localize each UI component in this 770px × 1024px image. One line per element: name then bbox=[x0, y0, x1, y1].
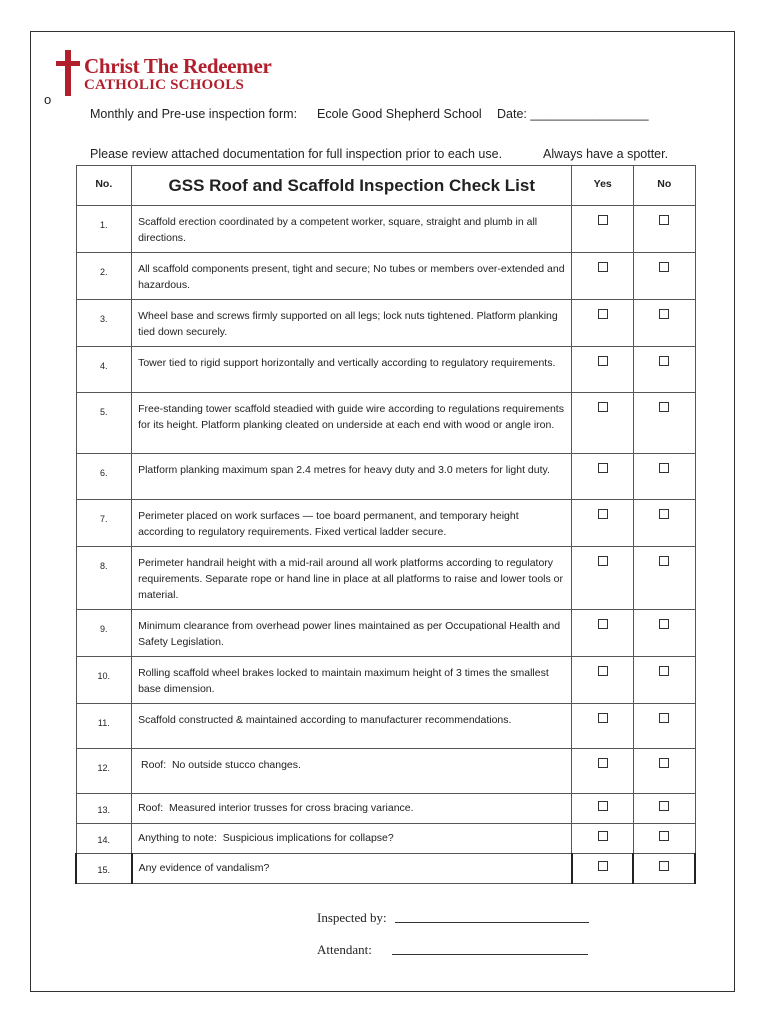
no-checkbox-cell bbox=[633, 824, 695, 854]
row-text: Minimum clearance from overhead power lines maintained as per Occupational Health and Safety Legislation. bbox=[132, 610, 572, 657]
checklist-row bbox=[76, 794, 695, 824]
yes-checkbox-cell bbox=[572, 794, 634, 824]
yes-checkbox[interactable] bbox=[598, 309, 608, 319]
row-text: Roof: Measured interior trusses for cross bracing variance. bbox=[132, 794, 572, 824]
checklist-row bbox=[76, 393, 695, 454]
row-text: Tower tied to rigid support horizontally and vertically according to regulatory requirements. bbox=[132, 347, 572, 393]
row-number: 4. bbox=[76, 347, 132, 393]
yes-checkbox-cell bbox=[572, 610, 634, 657]
no-checkbox-cell bbox=[633, 393, 695, 454]
inspected-by-label: Inspected by: bbox=[317, 910, 387, 925]
no-checkbox-cell bbox=[633, 704, 695, 749]
yes-header: Yes bbox=[572, 166, 634, 206]
row-text: Scaffold erection coordinated by a competent worker, square, straight and plumb in all directions. bbox=[132, 206, 572, 253]
no-checkbox[interactable] bbox=[659, 758, 669, 768]
no-checkbox[interactable] bbox=[659, 831, 669, 841]
no-checkbox-cell bbox=[633, 300, 695, 347]
inspected-by-line[interactable] bbox=[395, 922, 589, 923]
no-checkbox-cell bbox=[633, 610, 695, 657]
row-number: 14. bbox=[76, 824, 132, 854]
row-text: Roof: No outside stucco changes. bbox=[132, 749, 572, 794]
yes-checkbox[interactable] bbox=[598, 666, 608, 676]
bullet-mark: o bbox=[44, 92, 52, 107]
yes-checkbox-cell bbox=[572, 749, 634, 794]
yes-checkbox-cell bbox=[572, 347, 634, 393]
no-checkbox[interactable] bbox=[659, 262, 669, 272]
row-number: 5. bbox=[76, 393, 132, 454]
row-text: Rolling scaffold wheel brakes locked to maintain maximum height of 3 times the smallest base dimension. bbox=[132, 657, 572, 704]
row-text: Perimeter placed on work surfaces — toe board permanent, and temporary height according to regulatory requirements. Fixed vertical ladder secure. bbox=[132, 500, 572, 547]
no-checkbox-cell bbox=[633, 347, 695, 393]
yes-checkbox[interactable] bbox=[598, 713, 608, 723]
row-number: 11. bbox=[76, 704, 132, 749]
checklist-row bbox=[76, 347, 695, 393]
cross-icon bbox=[54, 50, 82, 96]
attendant-label: Attendant: bbox=[317, 942, 372, 957]
no-header: No. bbox=[76, 166, 132, 206]
no-checkbox[interactable] bbox=[659, 713, 669, 723]
row-number: 8. bbox=[76, 547, 132, 610]
yes-checkbox[interactable] bbox=[598, 556, 608, 566]
no-checkbox-cell bbox=[633, 454, 695, 500]
row-number: 6. bbox=[76, 454, 132, 500]
row-number: 15. bbox=[76, 854, 132, 884]
no-checkbox[interactable] bbox=[659, 309, 669, 319]
no-answer-header: No bbox=[633, 166, 695, 206]
row-number: 9. bbox=[76, 610, 132, 657]
row-text: Wheel base and screws firmly supported on all legs; lock nuts tightened. Platform planking tied down securely. bbox=[132, 300, 572, 347]
no-checkbox[interactable] bbox=[659, 861, 669, 871]
attendant-line[interactable] bbox=[392, 954, 588, 955]
no-checkbox-cell bbox=[633, 657, 695, 704]
yes-checkbox-cell bbox=[572, 854, 634, 884]
checklist-row bbox=[76, 206, 695, 253]
row-text: Platform planking maximum span 2.4 metres for heavy duty and 3.0 meters for light duty. bbox=[132, 454, 572, 500]
checklist-row bbox=[76, 704, 695, 749]
checklist-row bbox=[76, 610, 695, 657]
school-name: Ecole Good Shepherd School bbox=[317, 107, 482, 121]
review-notice: Please review attached documentation for full inspection prior to each use. bbox=[90, 147, 503, 161]
checklist-body bbox=[76, 206, 695, 884]
yes-checkbox-cell bbox=[572, 393, 634, 454]
yes-checkbox[interactable] bbox=[598, 215, 608, 225]
table-header-row bbox=[76, 166, 695, 206]
no-checkbox-cell bbox=[633, 749, 695, 794]
logo-subtitle: CATHOLIC SCHOOLS bbox=[84, 77, 245, 93]
yes-checkbox-cell bbox=[572, 824, 634, 854]
row-number: 2. bbox=[76, 253, 132, 300]
no-checkbox-cell bbox=[633, 854, 695, 884]
no-checkbox[interactable] bbox=[659, 356, 669, 366]
row-number: 1. bbox=[76, 206, 132, 253]
row-text: Perimeter handrail height with a mid-rail around all work platforms according to regulatory requirements. Separate rope or hand line in place at all platforms to raise and lower tools or material. bbox=[132, 547, 572, 610]
logo-title: Christ The Redeemer bbox=[84, 54, 272, 78]
yes-checkbox[interactable] bbox=[598, 801, 608, 811]
checklist-row bbox=[76, 657, 695, 704]
yes-checkbox-cell bbox=[572, 500, 634, 547]
no-checkbox[interactable] bbox=[659, 801, 669, 811]
checklist-row bbox=[76, 854, 695, 884]
no-checkbox-cell bbox=[633, 794, 695, 824]
yes-checkbox-cell bbox=[572, 206, 634, 253]
yes-checkbox[interactable] bbox=[598, 356, 608, 366]
yes-checkbox[interactable] bbox=[598, 402, 608, 412]
checklist-row bbox=[76, 824, 695, 854]
yes-checkbox-cell bbox=[572, 253, 634, 300]
no-checkbox[interactable] bbox=[659, 619, 669, 629]
spotter-notice: Always have a spotter. bbox=[543, 147, 669, 161]
no-checkbox[interactable] bbox=[659, 463, 669, 473]
checklist-row bbox=[76, 749, 695, 794]
yes-checkbox-cell bbox=[572, 657, 634, 704]
checklist-row bbox=[76, 500, 695, 547]
checklist-row bbox=[76, 454, 695, 500]
no-checkbox-cell bbox=[633, 253, 695, 300]
yes-checkbox[interactable] bbox=[598, 619, 608, 629]
row-text: Scaffold constructed & maintained according to manufacturer recommendations. bbox=[132, 704, 572, 749]
no-checkbox[interactable] bbox=[659, 509, 669, 519]
yes-checkbox[interactable] bbox=[598, 861, 608, 871]
checklist-row bbox=[76, 547, 695, 610]
row-text: Any evidence of vandalism? bbox=[132, 854, 572, 884]
yes-checkbox-cell bbox=[572, 547, 634, 610]
yes-checkbox-cell bbox=[572, 704, 634, 749]
yes-checkbox[interactable] bbox=[598, 463, 608, 473]
no-checkbox[interactable] bbox=[659, 556, 669, 566]
inspection-checklist bbox=[75, 165, 696, 884]
checklist-title: GSS Roof and Scaffold Inspection Check List bbox=[132, 166, 572, 206]
form-type-label: Monthly and Pre-use inspection form: bbox=[90, 107, 298, 121]
row-text: Free-standing tower scaffold steadied with guide wire according to regulations requirements for its height. Platform planking cleated on underside at each end with wood or angle iron. bbox=[132, 393, 572, 454]
row-text: All scaffold components present, tight and secure; No tubes or members over-extended and hazardous. bbox=[132, 253, 572, 300]
row-number: 10. bbox=[76, 657, 132, 704]
row-number: 7. bbox=[76, 500, 132, 547]
row-number: 13. bbox=[76, 794, 132, 824]
yes-checkbox-cell bbox=[572, 454, 634, 500]
checklist-row bbox=[76, 300, 695, 347]
no-checkbox[interactable] bbox=[659, 215, 669, 225]
checklist-row bbox=[76, 253, 695, 300]
no-checkbox-cell bbox=[633, 547, 695, 610]
row-number: 12. bbox=[76, 749, 132, 794]
no-checkbox[interactable] bbox=[659, 402, 669, 412]
date-field[interactable]: Date: _________________ bbox=[497, 107, 649, 121]
yes-checkbox[interactable] bbox=[598, 509, 608, 519]
no-checkbox-cell bbox=[633, 500, 695, 547]
yes-checkbox[interactable] bbox=[598, 758, 608, 768]
yes-checkbox-cell bbox=[572, 300, 634, 347]
yes-checkbox[interactable] bbox=[598, 831, 608, 841]
row-number: 3. bbox=[76, 300, 132, 347]
school-logo bbox=[54, 50, 274, 96]
no-checkbox-cell bbox=[633, 206, 695, 253]
yes-checkbox[interactable] bbox=[598, 262, 608, 272]
row-text: Anything to note: Suspicious implications for collapse? bbox=[132, 824, 572, 854]
no-checkbox[interactable] bbox=[659, 666, 669, 676]
